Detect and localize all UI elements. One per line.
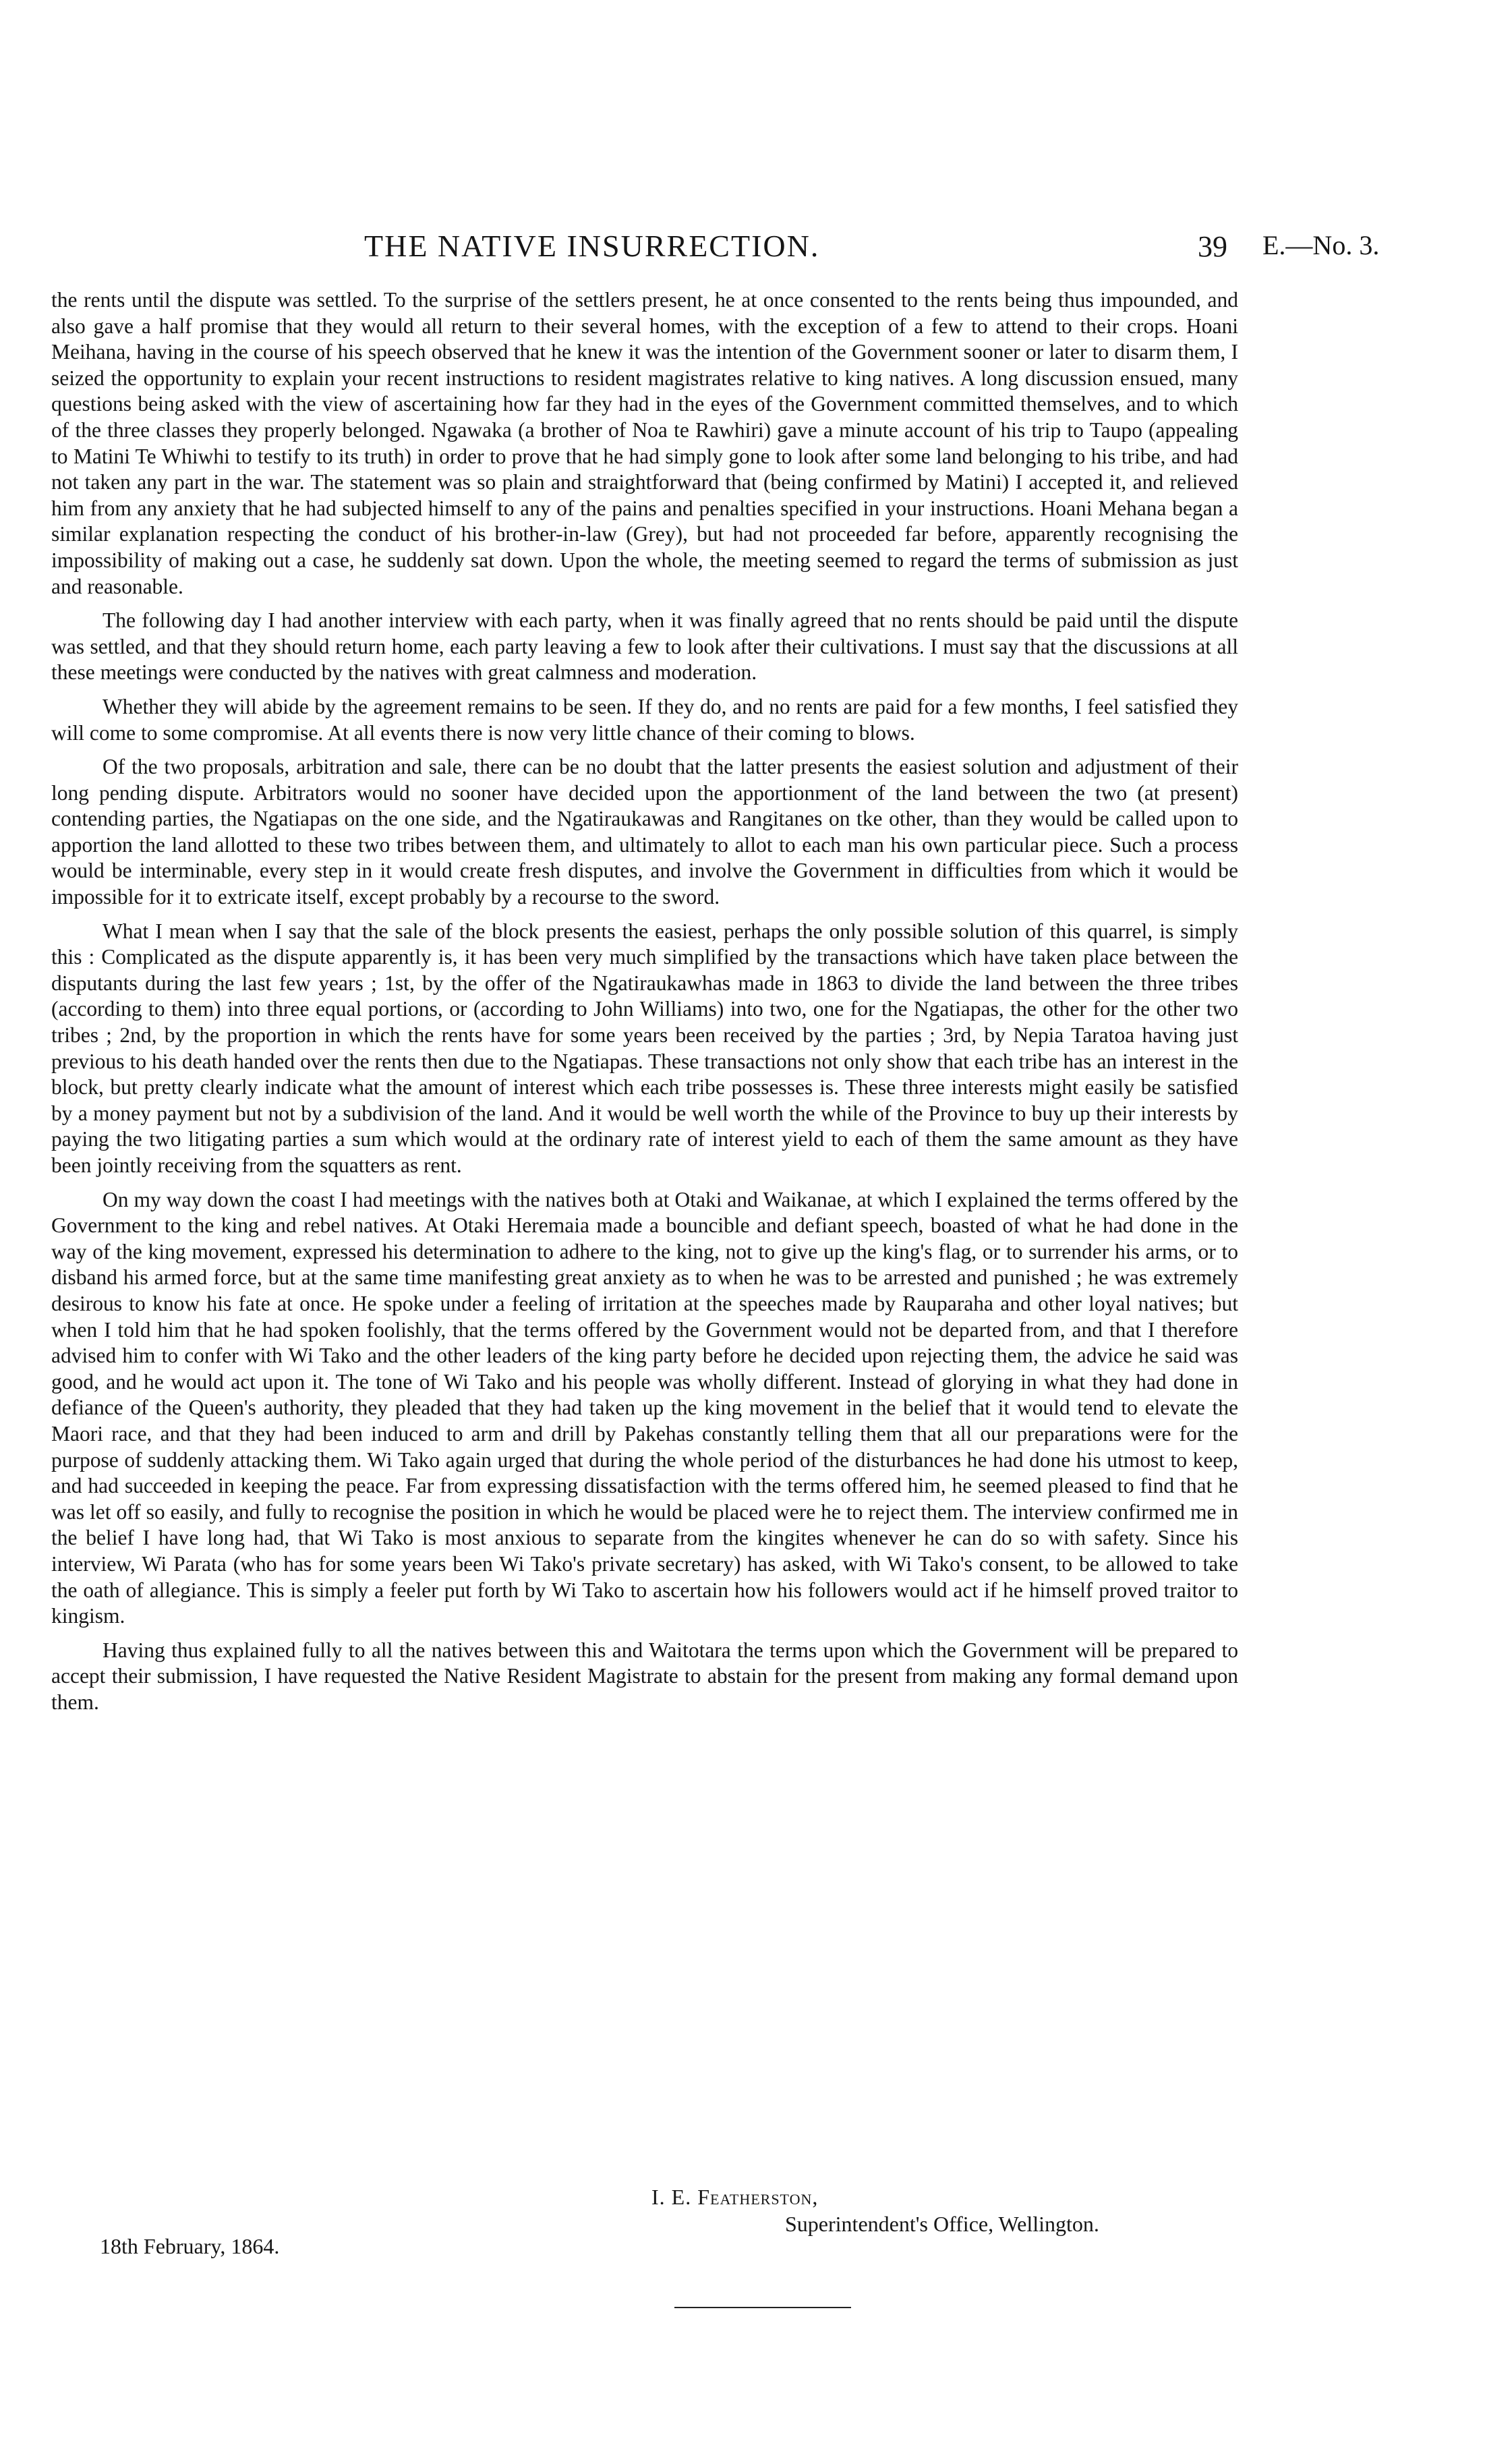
signature-name: I. E. Featherston, [651,2185,819,2209]
signature-block [651,2183,1099,2237]
letter-date: 18th February, 1864. [100,2234,280,2258]
closing-rule [674,2307,851,2308]
paragraph-7: Having thus explained fully to all the natives between this and Waitotara the terms upon which the Government will be prepared to accept their submission, I have requested the Native Resident Magistrate to abstain for the present from making any formal demand upon them. [51,1638,1238,1714]
paragraph-1: the rents until the dispute was settled. To the surprise of the settlers present, he at once consented to the rents being thus impounded, and also gave a half promise that they would all return to their several homes, with the exception of a few to attend to their crops. Hoani Meihana, having in the course of his speech observed that he knew it was the intention of the Government sooner or later to disarm them, I seized the opportunity to explain your recent instructions to resident magistrates relative to king natives. A long discussion ensued, many questions being asked with the view of ascertaining how far they had in the eyes of the Government committed themselves, and to which of the three classes they properly belonged. Ngawaka (a brother of Noa te Rawhiri) gave a minute account of his trip to Taupo (appealing to Matini Te Whiwhi to testify to its truth) in order to prove that he had simply gone to look after some land belonging to his tribe, and had not taken any part in the war. The statement was so plain and straightforward that (being confirmed by Matini) I accepted it, and relieved him from any anxiety that he had subjected himself to any of the pains and penalties specified in your instructions. Hoani Mehana began a similar explanation respecting the conduct of his brother-in-law (Grey), but had not proceeded far before, apparently recognising the impossibility of making out a case, he suddenly sat down. Upon the whole, the meeting seemed to regard the terms of submission as just and reasonable. [51,288,1238,598]
signature-office: Superintendent's Office, Wellington. [785,2212,1099,2236]
paragraph-5: What I mean when I say that the sale of the block presents the easiest, perhaps the only possible solution of this quarrel, is simply this : Complicated as the dispute apparently is, it has been very much simplified by the transactions which have taken place between the disputants during the last few years ; 1st, by the offer of the Ngatiraukawhas made in 1863 to divide the land between the three tribes (according to them) into three equal portions, or (according to John Williams) into two, one for the Ngatiapas, the other for the other two tribes ; 2nd, by the proportion in which the rents have for some years been received by the parties ; 3rd, by Nepia Taratoa having just previous to his death handed over the rents then due to the Ngatiapas. These transactions not only show that each tribe has an interest in the block, but pretty clearly indicate what the amount of interest which each tribe possesses is. These three interests might easily be satisfied by a money payment but not by a subdivision of the land. And it would be well worth the while of the Province to buy up their interests by paying the two litigating parties a sum which would at the ordinary rate of interest yield to each of them the same amount as they have been jointly receiving from the squatters as rent. [51,919,1238,1177]
paragraph-3: Whether they will abide by the agreement remains to be seen. If they do, and no rents are paid for a few months, I feel satisfied they will come to some compromise. At all events there is now very little chance of their coming to blows. [51,694,1238,745]
page-title: THE NATIVE INSURRECTION. [364,229,820,263]
paragraph-4: Of the two proposals, arbitration and sale, there can be no doubt that the latter presents the easiest solution and adjustment of their long pending dispute. Arbitrators would no sooner have decided upon the apportionment of the land between the two (at present) contending parties, the Ngatiapas on the one side, and the Ngatiraukawas and Rangitanes on tke other, than they would be called upon to apportion the land allotted to these two tribes between them, and ultimately to allot to each man his own particular piece. Such a process would be interminable, every step in it would create fresh disputes, and involve the Government in difficulties from which it would be impossible for it to extricate itself, except probably by a recourse to the sword. [51,755,1238,909]
page-header [0,228,1512,275]
paragraph-2: The following day I had another interview with each party, when it was finally agreed that no rents should be paid until the dispute was settled, and that they should return home, each party leaving a few to look after their cultivations. I must say that the discussions at all these meetings were conducted by the natives with great calmness and moderation. [51,608,1238,685]
page-number: 39 [1198,230,1227,263]
paragraph-6: On my way down the coast I had meetings with the natives both at Otaki and Waikanae, at which I explained the terms offered by the Government to the king and rebel natives. At Otaki Heremaia made a bouncible and defiant speech, boasted of what he had done in the way of the king movement, expressed his determination to adhere to the king, not to give up the king's flag, or to surrender his arms, or to disband his armed force, but at the same time manifesting great anxiety as to when he was to be arrested and punished ; he was extremely desirous to know his fate at once. He spoke under a feeling of irritation at the speeches made by Rauparaha and other loyal natives; but when I told him that he had spoken foolishly, that the terms offered by the Government would not be departed from, and that I therefore advised him to confer with Wi Tako and the other leaders of the king party before he decided upon rejecting them, the advice he said was good, and he would act upon it. The tone of Wi Tako and his people was wholly different. Instead of glorying in what they had done in defiance of the Queen's authority, they pleaded that they had taken up the king movement in the belief that it would tend to elevate the Maori race, and that they had been induced to arm and drill by Pakehas constantly telling them that all our preparations were for the purpose of suddenly attacking them. Wi Tako again urged that during the whole period of the disturbances he had done his utmost to keep, and had succeeded in keeping the peace. Far from expressing dissatisfaction with the terms offered him, he seemed pleased to find that he was let off so easily, and fully to recognise the position in which he would be placed were he to reject them. The interview confirmed me in the belief I have long had, that Wi Tako is most anxious to separate from the kingites whenever he can do so with safety. Since his interview, Wi Parata (who has for some years been Wi Tako's private secretary) has asked, with Wi Tako's consent, to be allowed to take the oath of allegiance. This is simply a feeler put forth by Wi Tako to ascertain how his followers would act if he himself proved traitor to kingism. [51,1187,1238,1628]
body-text [51,287,1238,1723]
document-reference: E.—No. 3. [1262,230,1380,260]
